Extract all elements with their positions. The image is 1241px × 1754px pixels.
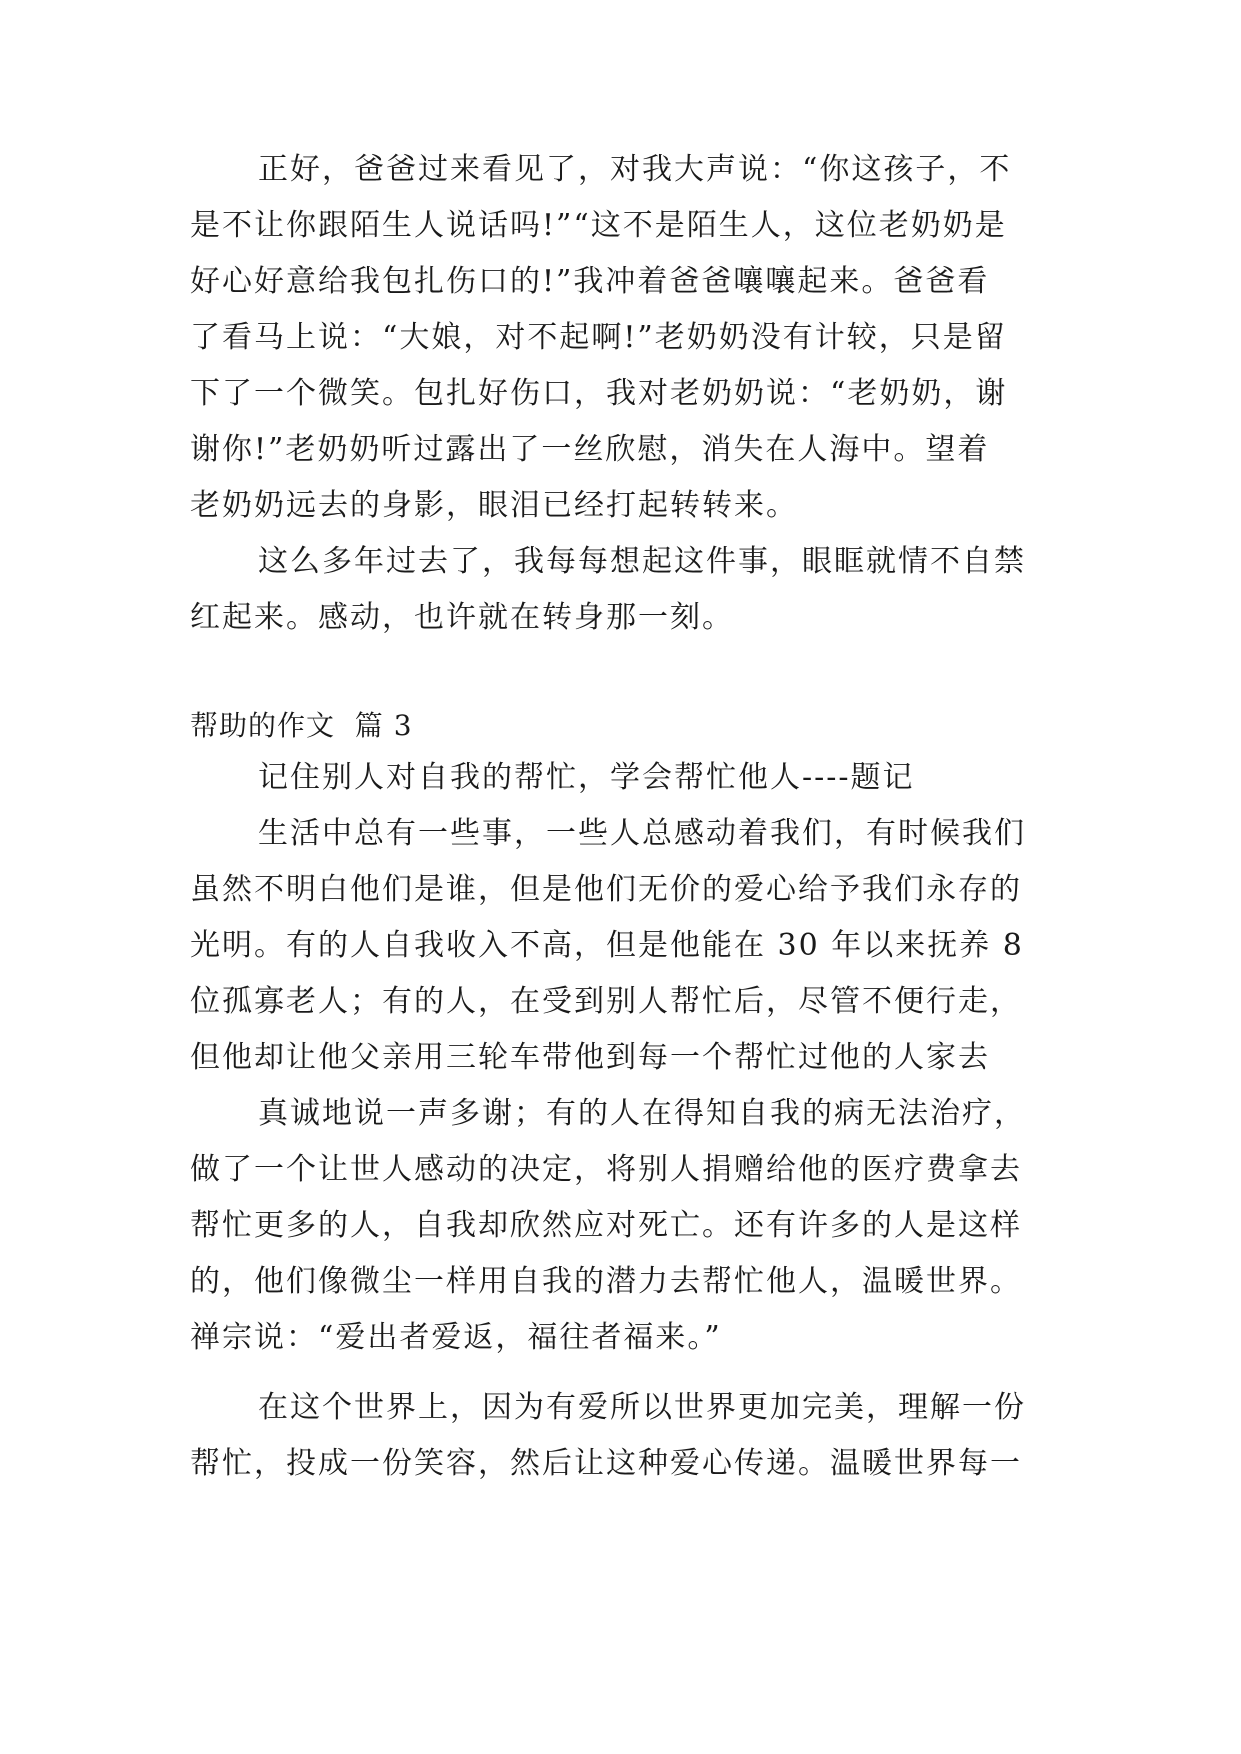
text-line: 禅宗说：“爱出者爱返，福往者福来。” [190, 1320, 722, 1355]
text-line: 这么多年过去了，我每每想起这件事，眼眶就情不自禁 [258, 544, 1026, 579]
text-line: 虽然不明白他们是谁，但是他们无价的爱心给予我们永存的 [190, 872, 1022, 907]
text-line: 光明。有的人自我收入不高，但是他能在 30 年以来抚养 8 [190, 928, 1024, 963]
text-line: 做了一个让世人感动的决定，将别人捐赠给他的医疗费拿去 [190, 1152, 1022, 1187]
epigraph: 记住别人对自我的帮忙，学会帮忙他人----题记 [258, 760, 915, 795]
text-line: 是不让你跟陌生人说话吗!”“这不是陌生人，这位老奶奶是 [190, 208, 1007, 243]
text-line: 生活中总有一些事，一些人总感动着我们，有时候我们 [258, 816, 1026, 851]
text-line: 帮忙更多的人，自我却欣然应对死亡。还有许多的人是这样 [190, 1208, 1022, 1243]
text-line: 好心好意给我包扎伤口的!”我冲着爸爸嚷嚷起来。爸爸看 [190, 264, 990, 299]
text-line: 下了一个微笑。包扎好伤口，我对老奶奶说：“老奶奶，谢 [190, 376, 1008, 411]
text-line: 了看马上说：“大娘，对不起啊!”老奶奶没有计较，只是留 [190, 320, 1007, 355]
text-line: 在这个世界上，因为有爱所以世界更加完美，理解一份 [258, 1390, 1026, 1425]
text-line: 老奶奶远去的身影，眼泪已经打起转转来。 [190, 488, 798, 523]
text-line: 帮忙，投成一份笑容，然后让这种爱心传递。温暖世界每一 [190, 1446, 1022, 1481]
text-line: 真诚地说一声多谢；有的人在得知自我的病无法治疗， [258, 1096, 1026, 1131]
text-line: 正好，爸爸过来看见了，对我大声说：“你这孩子，不 [258, 152, 1012, 187]
section-title: 帮助的作文 篇 3 [190, 709, 413, 742]
text-line: 但他却让他父亲用三轮车带他到每一个帮忙过他的人家去 [190, 1040, 990, 1075]
text-line: 位孤寡老人；有的人，在受到别人帮忙后，尽管不便行走， [190, 984, 1022, 1019]
text-line: 的，他们像微尘一样用自我的潜力去帮忙他人，温暖世界。 [190, 1264, 1022, 1299]
text-line: 谢你!”老奶奶听过露出了一丝欣慰，消失在人海中。望着 [190, 432, 990, 467]
text-line: 红起来。感动，也许就在转身那一刻。 [190, 600, 734, 635]
